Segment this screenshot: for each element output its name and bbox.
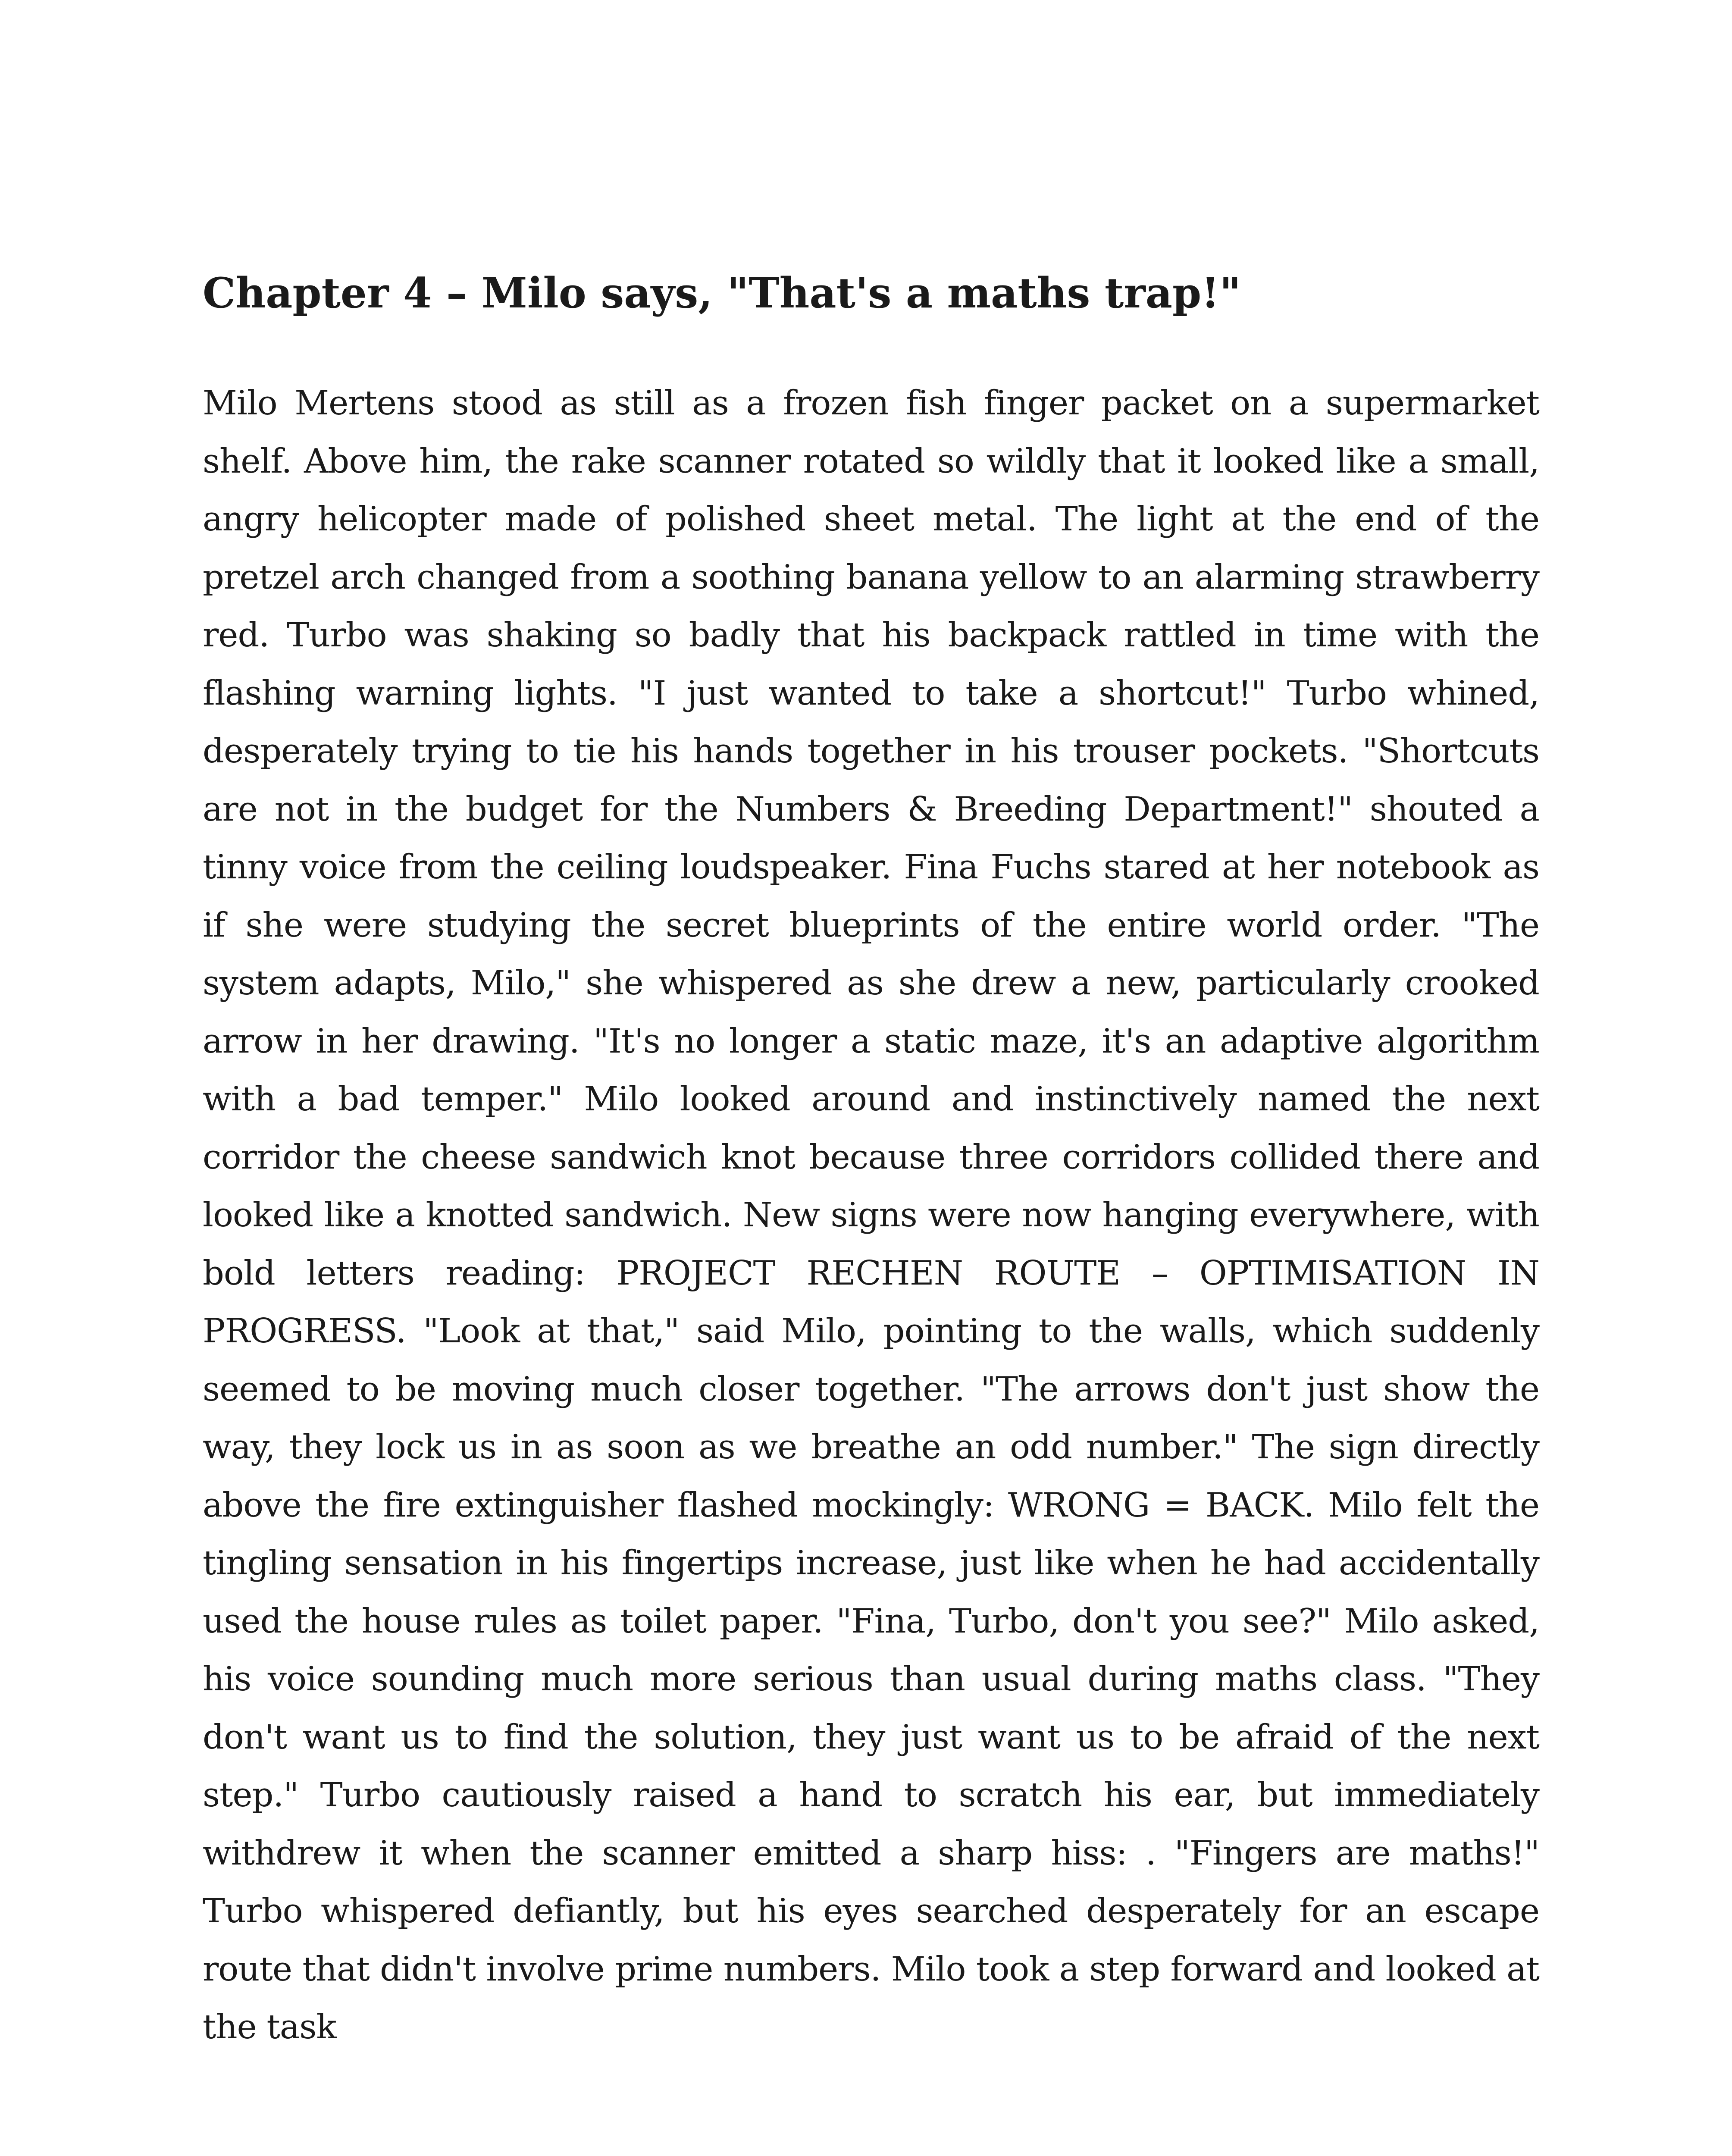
page-content [203,267,1539,2056]
chapter-title: Chapter 4 – Milo says, "That's a maths trap!" [203,269,1241,317]
body-paragraph: Milo Mertens stood as still as a frozen fish finger packet on a supermarket shelf. Above him, the rake scanner rotated so wildly that it looked like a small, angry helicopter made of polished sheet metal. The light at the end of the pretzel arch changed from a soothing banana yellow to an alarming strawberry red. Turbo was shaking so badly that his backpack rattled in time with the flashing warning lights. "I just wanted to take a shortcut!" Turbo whined, desperately trying to tie his hands together in his trouser pockets. "Shortcuts are not in the budget for the Numbers & Breeding Department!" shouted a tinny voice from the ceiling loudspeaker. Fina Fuchs stared at her notebook as if she were studying the secret blueprints of the entire world order. "The system adapts, Milo," she whispered as she drew a new, particularly crooked arrow in her drawing. "It's no longer a static maze, it's an adaptive algorithm with a bad temper." Milo looked around and instinctively named the next corridor the cheese sandwich knot because three corridors collided there and looked like a knotted sandwich. New signs were now hanging everywhere, with bold letters reading: PROJECT RECHEN ROUTE – OPTIMISATION IN PROGRESS. "Look at that," said Milo, pointing to the walls, which suddenly seemed to be moving much closer together. "The arrows don't just show the way, they lock us in as soon as we breathe an odd number." The sign directly above the fire extinguisher flashed mockingly: WRONG = BACK. Milo felt the tingling sensation in his fingertips increase, just like when he had accidentally used the house rules as toilet paper. "Fina, Turbo, don't you see?" Milo asked, his voice sounding much more serious than usual during maths class. "They don't want us to find the solution, they just want us to be afraid of the next step." Turbo cautiously raised a hand to scratch his ear, but immediately withdrew it when the scanner emitted a sharp hiss: . "Fingers are maths!" Turbo whispered defiantly, but his eyes searched desperately for an escape route that didn't involve prime numbers. Milo took a step forward and looked at the task [203,384,1539,2046]
